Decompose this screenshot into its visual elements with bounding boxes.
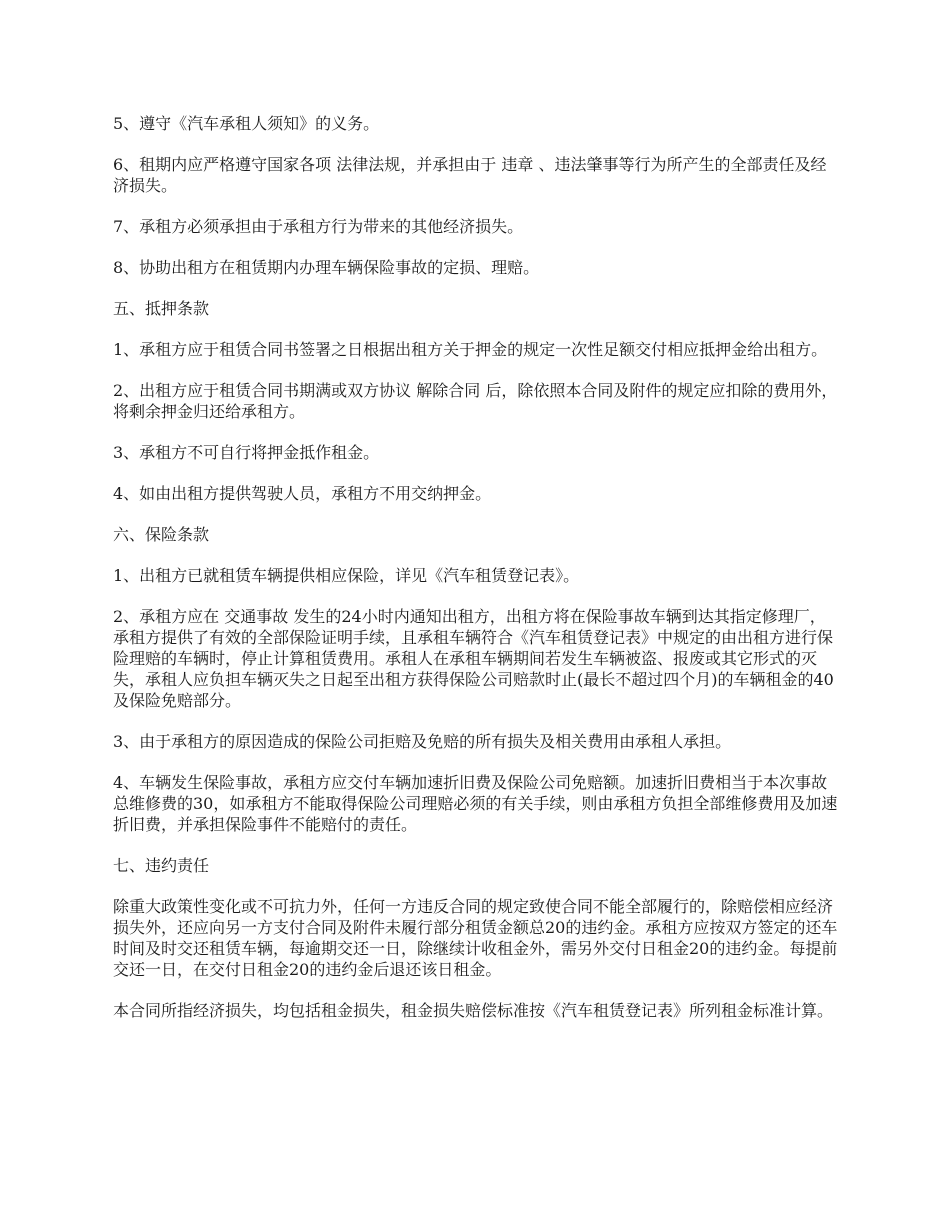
insurance-clause-4: 4、车辆发生保险事故，承租方应交付车辆加速折旧费及保险公司免赔额。加速折旧费相当于本次事故总维修费的30，如承租方不能取得保险公司理赔必须的有关手续，则由承租方负担全部维修费用及加速折旧费，并承担保险事件不能赔付的责任。 — [113, 773, 838, 834]
clause-8-insurance-claims: 8、协助出租方在租赁期内办理车辆保险事故的定损、理赔。 — [113, 258, 540, 277]
section-heading-deposit: 五、抵押条款 — [113, 299, 210, 318]
document-page — [113, 113, 841, 1041]
clause-7-economic-loss: 7、承租方必须承担由于承租方行为带来的其他经济损失。 — [113, 217, 524, 236]
breach-clause-loss-definition: 本合同所指经济损失，均包括租金损失，租金损失赔偿标准按《汽车租赁登记表》所列租金标准计算。 — [113, 1001, 834, 1020]
insurance-clause-1: 1、出租方已就租赁车辆提供相应保险，详见《汽车租赁登记表》。 — [113, 566, 580, 585]
insurance-clause-2: 2、承租方应在 交通事故 发生的24小时内通知出租方，出租方将在保险事故车辆到达其指定修理厂，承租方提供了有效的全部保险证明手续，且承租车辆符合《汽车租赁登记表》中规定的由出租方进行保险理赔的车辆时，停止计算租赁费用。承租人在承租车辆期间若发生车辆被盗、报废或其它形式的灭失，承租人应负担车辆灭失之日起至出租方获得保险公司赔款时止(最长不超过四个月)的车辆租金的40及保险免赔部分。 — [113, 607, 834, 710]
section-heading-insurance: 六、保险条款 — [113, 525, 210, 544]
clause-6-comply-laws: 6、租期内应严格遵守国家各项 法律法规，并承担由于 违章 、违法肇事等行为所产生的全部责任及经济损失。 — [113, 155, 827, 195]
deposit-clause-2: 2、出租方应于租赁合同书期满或双方协议 解除合同 后，除依照本合同及附件的规定应扣除的费用外，将剩余押金归还给承租方。 — [113, 381, 838, 421]
deposit-clause-3: 3、承租方不可自行将押金抵作租金。 — [113, 443, 380, 462]
clause-5-rental-notice: 5、遵守《汽车承租人须知》的义务。 — [113, 114, 380, 133]
breach-clause-main: 除重大政策性变化或不可抗力外，任何一方违反合同的规定致使合同不能全部履行的，除赔偿相应经济损失外，还应向另一方支付合同及附件未履行部分租赁金额总20的违约金。承租方应按双方签定的还车时间及时交还租赁车辆，每逾期交还一日，除继续计收租金外，需另外交付日租金20的违约金。每提前交还一日，在交付日租金20的违约金后退还该日租金。 — [113, 897, 838, 979]
deposit-clause-4: 4、如由出租方提供驾驶人员，承租方不用交纳押金。 — [113, 484, 492, 503]
insurance-clause-3: 3、由于承租方的原因造成的保险公司拒赔及免赔的所有损失及相关费用由承租人承担。 — [113, 732, 732, 751]
section-heading-breach: 七、违约责任 — [113, 856, 210, 875]
deposit-clause-1: 1、承租方应于租赁合同书签署之日根据出租方关于押金的规定一次性足额交付相应抵押金给出租方。 — [113, 340, 828, 359]
